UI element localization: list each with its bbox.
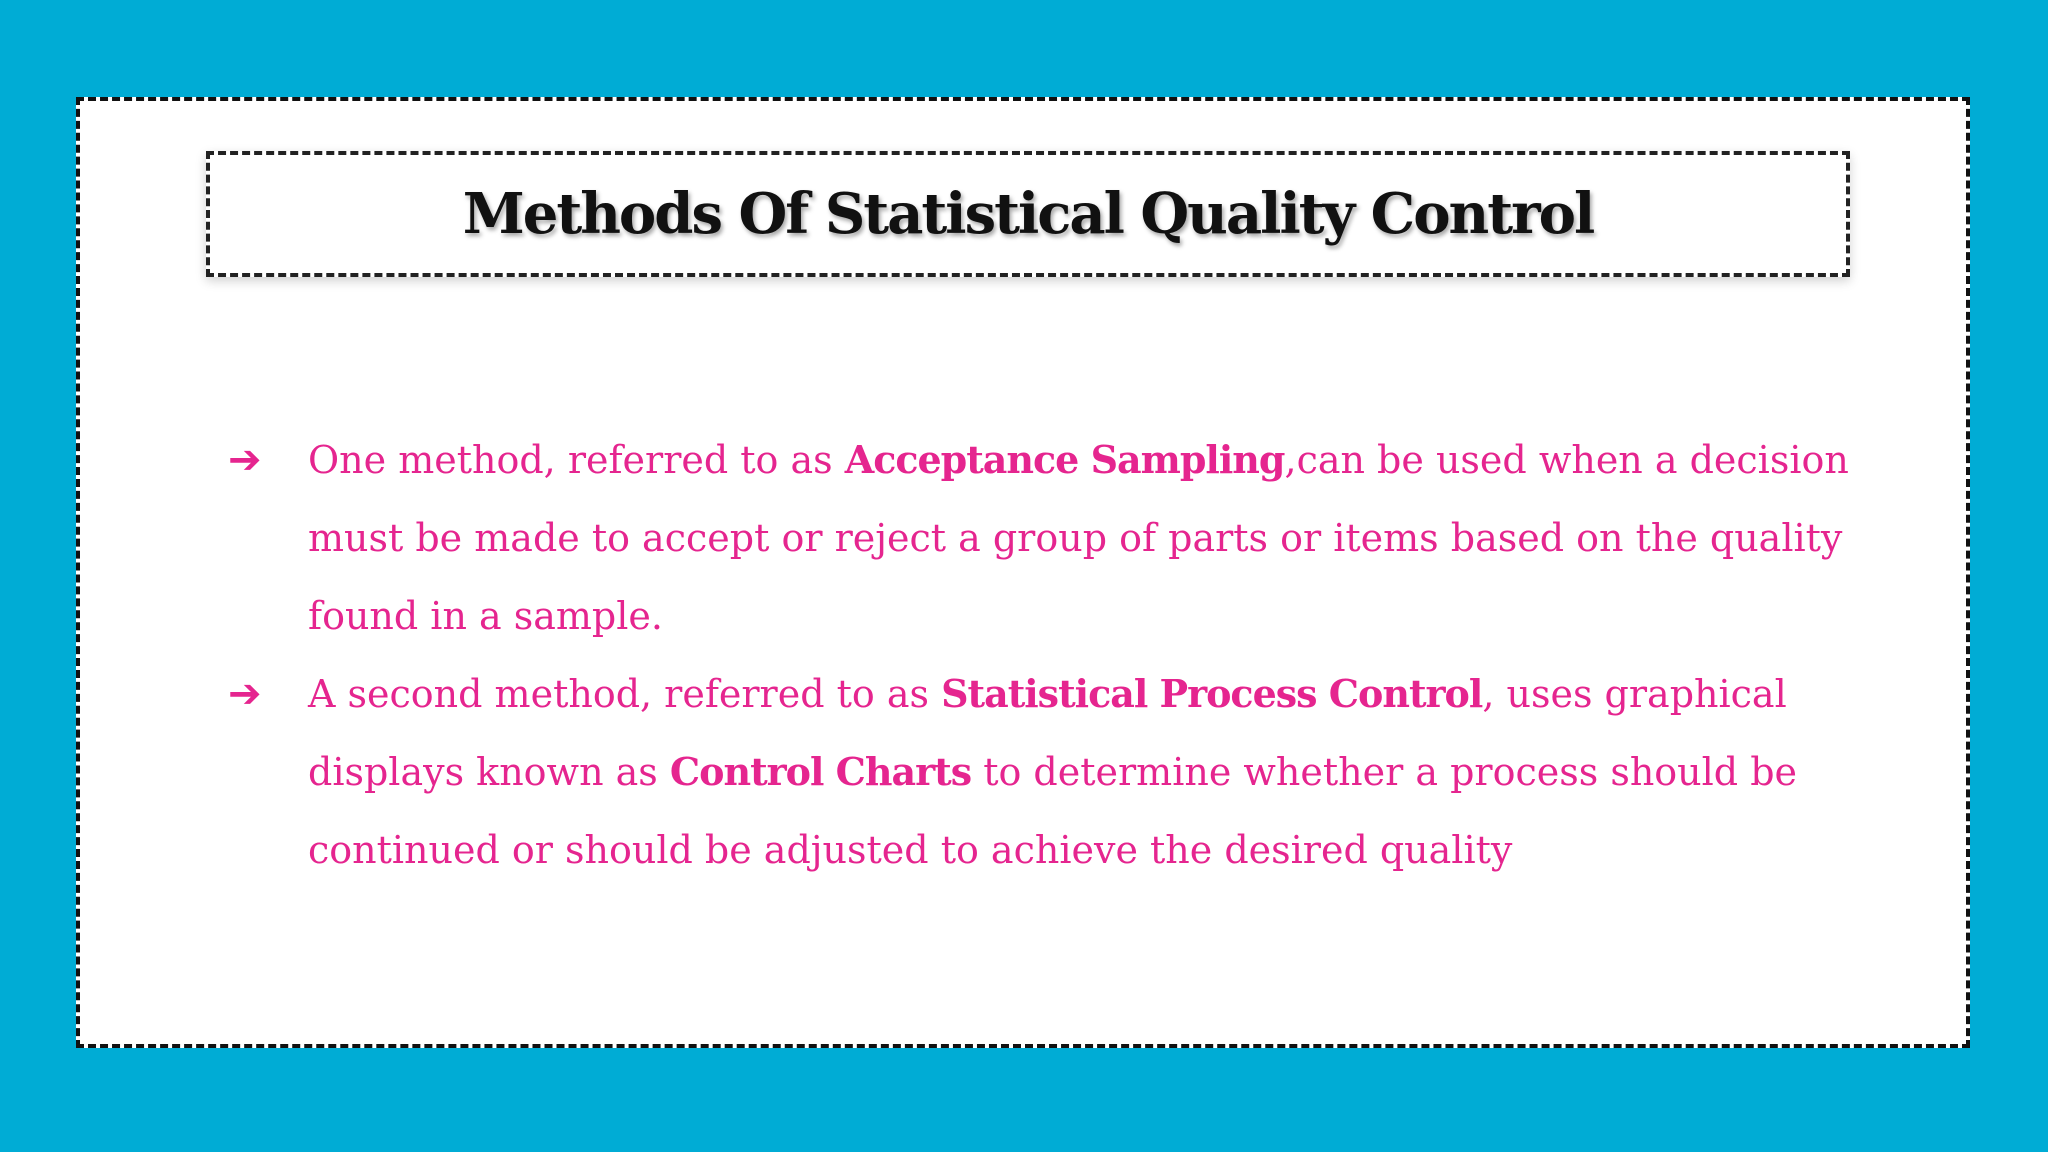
bullet-item-acceptance-sampling xyxy=(228,421,1918,655)
bullet-1-emphasis: Acceptance Sampling xyxy=(844,437,1285,482)
right-arrow-icon: ➔ xyxy=(228,671,262,717)
bullet-2-text-before: A second method, referred to as xyxy=(308,672,942,716)
slide-card xyxy=(76,97,1970,1048)
bullet-list xyxy=(228,421,1918,889)
bullet-2-emphasis-2: Control Charts xyxy=(669,749,972,794)
bullet-1-text-before: One method, referred to as xyxy=(308,438,845,482)
bullet-2-text-after: to determine whether a process should be continued or should be adjusted to achieve the desired quality xyxy=(308,750,1798,872)
bullet-2-text-middle: , uses graphical displays known as xyxy=(308,672,1787,794)
bullet-1-text-after: ,can be used when a decision must be made to accept or reject a group of parts or items based on the quality found in a sample. xyxy=(308,438,1849,638)
bullet-item-statistical-process-control xyxy=(228,655,1918,889)
slide-title: Methods Of Statistical Quality Control xyxy=(462,181,1594,247)
title-box xyxy=(206,151,1850,277)
right-arrow-icon: ➔ xyxy=(228,437,262,483)
bullet-2-emphasis: Statistical Process Control xyxy=(941,671,1483,716)
